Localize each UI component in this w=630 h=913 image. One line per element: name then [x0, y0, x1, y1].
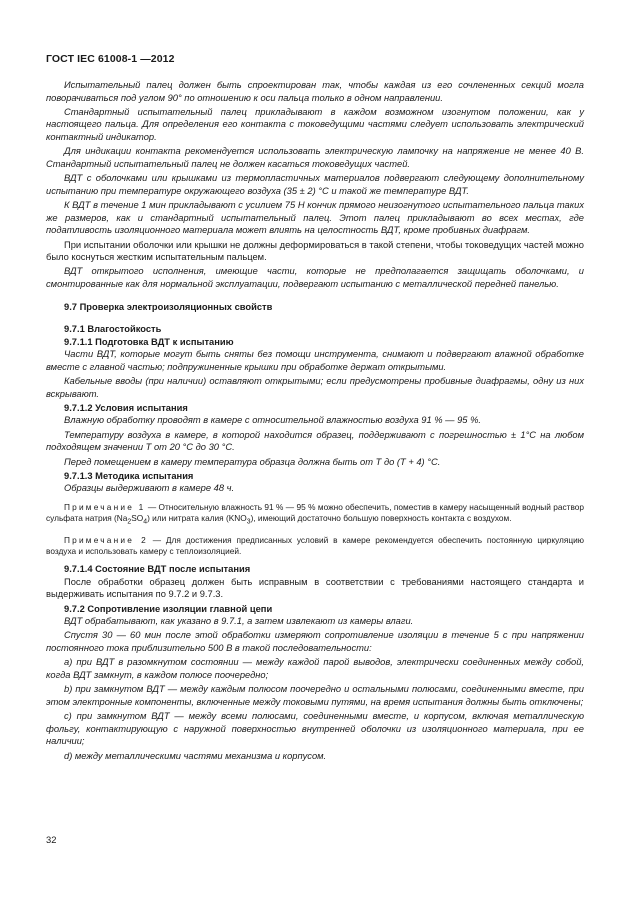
- note-1: Примечание 1 — Относительную влажность 91 % — 95 % можно обеспечить, поместив в камеру насыщенный водный раствор сульфата натрия $(Na_2SO_4)$ или нитрата калия $(KNO_3)$, имеющий достаточно большую поверхность контакта с воздухом.: [46, 502, 585, 526]
- paragraph: К ВДТ в течение 1 мин прикладывают с усилием 75 Н кончик прямого неизогнутого испытательного пальца таких же размеров, как и стандартный испытательный палец. Этот палец прикладывают во всех местах, где податливость изоляционного материала может влиять на целостность ВДТ, кроме пробивных диафрагм.: [46, 200, 584, 236]
- paragraph: ВДТ обрабатывают, как указано в 9.7.1, а затем извлекают из камеры влаги.: [64, 616, 414, 627]
- paragraph: ВДТ с оболочками или крышками из термопластичных материалов подвергают следующему дополнительному испытанию при температуре окружающего воздуха (35 ± 2) °С и такой же температуре ВДТ.: [46, 173, 584, 196]
- document-header: ГОСТ IEC 61008-1 —2012: [46, 53, 175, 65]
- paragraph: Стандартный испытательный палец прикладывают в каждом возможном изогнутом положении, как у настоящего пальца. Для определения его контакта с токоведущими частями следует использовать электрический контактный индикатор.: [46, 106, 584, 143]
- list-item: c) при замкнутом ВДТ — между всеми полюсами, соединенными вместе, и корпусом, включая металлическую фольгу, контактирующую с наружной поверхностью внутренней оболочки из изоляционного материала, при ее наличии;: [46, 711, 584, 747]
- paragraph: Кабельные вводы (при наличии) оставляют открытыми; если предусмотрены пробивные диафрагмы, одну из них вскрывают.: [46, 375, 584, 399]
- paragraph: После обработки образец должен быть исправным в соответствии с требованиями настоящего стандарта и выдерживать испытания по 9.7.2 и 9.7.3.: [46, 576, 584, 600]
- paragraph: Испытательный палец должен быть спроектирован так, чтобы каждая из его сочлененных секций могла поворачиваться под углом 90° по отношению к оси пальца только в одном направлении.: [46, 80, 584, 103]
- heading-9-7-2: 9.7.2 Сопротивление изоляции главной цепи: [64, 603, 273, 614]
- paragraph: Температуру воздуха в камере, в которой находится образец, поддерживают с погрешностью ± 1°С на любом подходящем значении T от 20 °С до 30 °С.: [46, 429, 584, 453]
- paragraph: При испытании оболочки или крышки не должны деформироваться в такой степени, чтобы токоведущих частей можно было коснуться жестким испытательным пальцем.: [46, 239, 584, 263]
- paragraph: Части ВДТ, которые могут быть сняты без помощи инструмента, снимают и подвергают влажной обработке вместе с главной частью; подпружиненные крышки при обработке держат открытыми.: [46, 349, 584, 372]
- paragraph: Спустя 30 — 60 мин после этой обработки измеряют сопротивление изоляции в течение 5 с при напряжении постоянного тока приблизительно 500 В в такой последовательности:: [46, 630, 584, 654]
- heading-9-7-1-1: 9.7.1.1 Подготовка ВДТ к испытанию: [64, 336, 234, 347]
- heading-9-7-1: 9.7.1 Влагостойкость: [64, 323, 162, 334]
- page-number: 32: [46, 834, 57, 845]
- section-heading-9-7: 9.7 Проверка электроизоляционных свойств: [64, 302, 273, 313]
- heading-9-7-1-3: 9.7.1.3 Методика испытания: [64, 470, 194, 481]
- paragraph: Влажную обработку проводят в камере с относительной влажностью воздуха 91 % — 95 %.: [64, 415, 481, 426]
- paragraph: Образцы выдерживают в камере 48 ч.: [64, 483, 235, 494]
- paragraph: Перед помещением в камеру температура образца должна быть от T до (T + 4) °С.: [64, 456, 441, 467]
- note-2: Примечание 2 — Для достижения предписанных условий в камере рекомендуется обеспечить постоянную циркуляцию воздуха и использовать камеру с теплоизоляцией.: [46, 534, 584, 556]
- list-item: d) между металлическими частями механизма и корпусом.: [64, 750, 327, 761]
- list-item: b) при замкнутом ВДТ — между каждым полюсом поочередно и остальными полюсами, соединенными вместе, при этом электронные компоненты, включенные между токовыми путями, на время испытания должны быть отключены;: [46, 684, 584, 707]
- note-label: Примечание 1: [64, 502, 146, 513]
- heading-9-7-1-2: 9.7.1.2 Условия испытания: [64, 402, 188, 413]
- paragraph: ВДТ открытого исполнения, имеющие части, которые не предполагается защищать оболочками, и смонтированные как для нормальной эксплуатации, подвергают испытанию с металлической передней панелью.: [46, 266, 584, 290]
- paragraph: Для индикации контакта рекомендуется использовать электрическую лампочку на напряжение не менее 40 В. Стандартный испытательный палец не должен касаться токоведущих частей.: [46, 146, 584, 169]
- list-item: a) при ВДТ в разомкнутом состоянии — между каждой парой выводов, электрически соединенных между собой, когда ВДТ замкнут, в каждом полюсе поочередно;: [46, 657, 584, 680]
- heading-9-7-1-4: 9.7.1.4 Состояние ВДТ после испытания: [64, 564, 251, 575]
- page-body: [46, 79, 584, 764]
- note-label: Примечание 2: [64, 534, 148, 545]
